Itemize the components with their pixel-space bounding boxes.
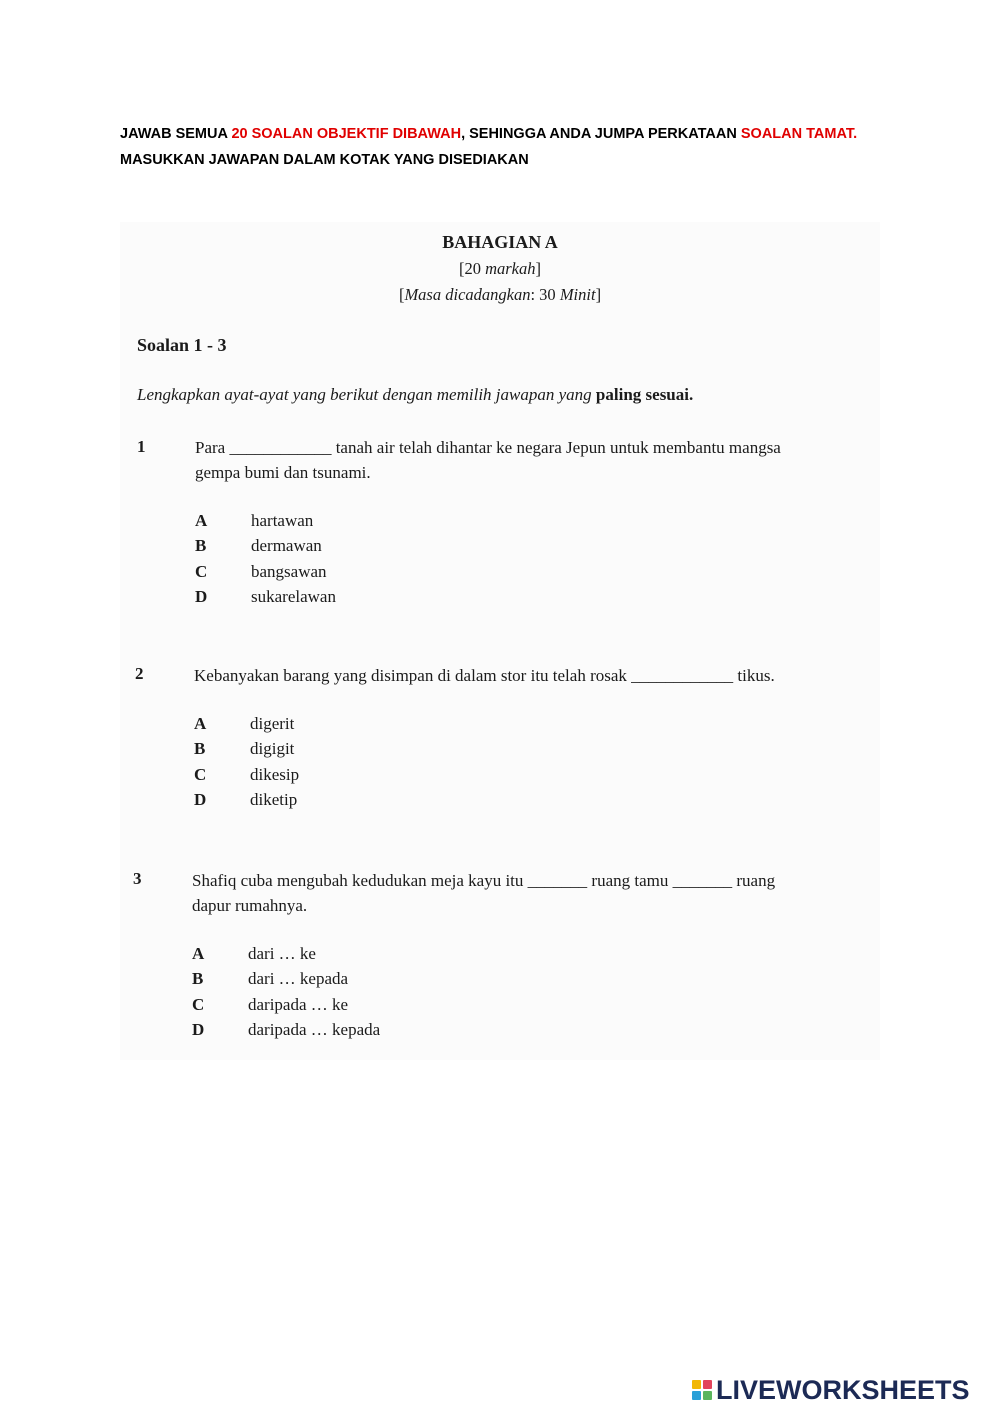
question-number: 3 [133,869,142,888]
marks-label: [20 markah] [458,259,542,278]
instruction-part-3: , SEHINGGA ANDA JUMPA PERKATAAN [461,126,741,142]
liveworksheets-logo [692,1374,970,1406]
liveworksheets-grid-icon [692,1380,712,1400]
question-text: Shafiq cuba mengubah kedudukan meja kayu itu _______ ruang tamu _______ ruang dapur rumahnya. [192,871,776,915]
instruction-part-1: JAWAB SEMUA [120,126,232,142]
logo-square-icon [692,1391,701,1400]
instruction-highlight-count: 20 SOALAN OBJEKTIF DIBAWAH [231,126,462,142]
question-range-heading: Soalan 1 - 3 [137,335,227,355]
logo-square-icon [692,1380,701,1389]
logo-square-icon [703,1380,712,1389]
instruction-highlight-end: SOALAN TAMAT. [740,126,858,142]
suggested-time-label: [Masa dicadangkan: 30 Minit] [398,285,602,304]
instruction-part-5: MASUKKAN JAWAPAN DALAM KOTAK YANG DISEDIAKAN [120,152,529,168]
question-text: Para ____________ tanah air telah dihantar ke negara Jepun untuk membantu mangsa gempa bumi dan tsunami. [195,438,781,482]
section-title: BAHAGIAN A [442,232,558,252]
question-number: 2 [135,664,144,683]
question-directions: Lengkapkan ayat-ayat yang berikut dengan memilih jawapan yang paling sesuai. [137,385,694,404]
question-text: Kebanyakan barang yang disimpan di dalam stor itu telah rosak ____________ tikus. [194,666,775,685]
scanned-exam-page: BAHAGIAN A [20 markah] [Masa dicadangkan: 30 Minit] Soalan 1 - 3 Lengkapkan ayat-ayat yang berikut dengan memilih jawapan yang paling sesuai. 1 Para ____________ tanah air telah dihantar ke negara Jepun untuk membantu mangsa gempa bumi dan tsunami. A hartawan B dermawan C bangsawan D sukarelawan 2 Kebanyakan barang yang disimpan di dalam stor itu telah rosak ____________ tikus. A digerit B digigit C dikesip D diketip 3 Shafiq cuba mengubah kedudukan meja kayu itu _______ ruang tamu _______ ruang dapur rumahnya. A dari … ke B dari … kepada C daripada … ke D daripada … kepada [120,222,880,1060]
liveworksheets-wordmark: LIVEWORKSHEETS [716,1374,970,1405]
question-number: 1 [137,437,146,456]
logo-square-icon [703,1391,712,1400]
instruction-text [120,121,880,173]
